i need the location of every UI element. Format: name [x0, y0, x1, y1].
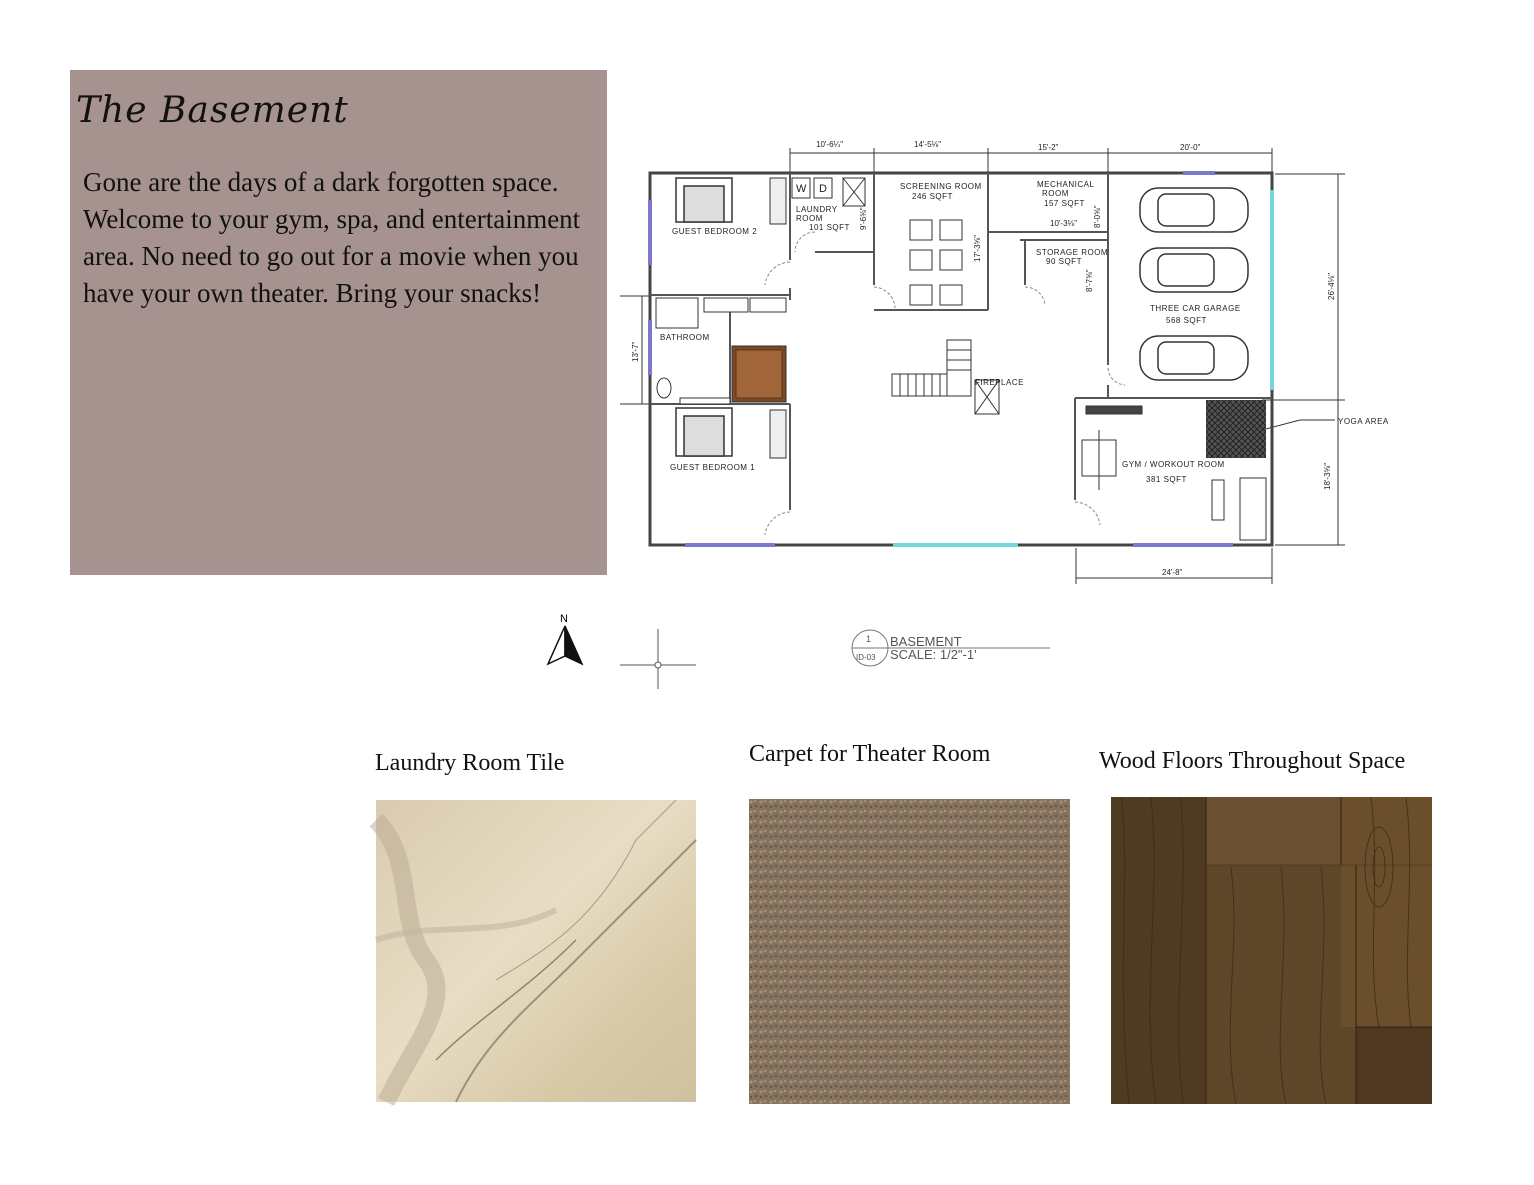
- swatch-label-carpet: Carpet for Theater Room: [749, 741, 991, 767]
- room-gym-area: 381 SQFT: [1146, 475, 1187, 484]
- intro-text: Gone are the days of a dark forgotten space. Welcome to your gym, spa, and entertainment area. No need to go out for a movie when you have your own theater. Bring your snacks!: [83, 167, 581, 308]
- room-laundry: LAUNDRY: [796, 205, 838, 214]
- swatch-label-wood: Wood Floors Throughout Space: [1099, 748, 1406, 774]
- room-laundry-2: ROOM: [796, 214, 823, 223]
- dim-top-1: 10'-6¼": [816, 140, 844, 149]
- room-mechanical: MECHANICAL: [1037, 180, 1095, 189]
- dim-top-4: 20'-0": [1180, 143, 1201, 152]
- floor-plan: [615, 135, 1389, 590]
- north-arrow: [540, 610, 590, 675]
- room-storage-area: 90 SQFT: [1046, 257, 1082, 266]
- page-title: The Basement: [76, 90, 349, 131]
- dim-laundry: 9'-6⅝": [859, 207, 868, 230]
- room-screening-area: 246 SQFT: [912, 192, 953, 201]
- swatch-theater-carpet: [749, 799, 1070, 1104]
- room-mechanical-area: 157 SQFT: [1044, 199, 1085, 208]
- dim-screening: 17'-3⅝": [973, 234, 982, 262]
- room-garage-area: 568 SQFT: [1166, 316, 1207, 325]
- scale-title: BASEMENT: [890, 634, 962, 649]
- dim-top-2: 14'-5⅛": [914, 140, 942, 149]
- dim-mechanical: 8'-0⅝": [1093, 205, 1102, 228]
- room-fireplace: FIREPLACE: [975, 378, 1024, 387]
- room-guest-bedroom-2: GUEST BEDROOM 2: [672, 227, 758, 236]
- dim-bottom: 24'-8": [1162, 568, 1183, 577]
- dim-right-lower: 18'-3⅝": [1323, 462, 1332, 490]
- room-laundry-area: 101 SQFT: [809, 223, 850, 232]
- north-label: N: [560, 613, 568, 625]
- room-yoga: YOGA AREA: [1338, 417, 1389, 426]
- washer-label: W: [796, 183, 807, 195]
- intro-panel: [70, 70, 607, 575]
- room-storage: STORAGE ROOM: [1036, 248, 1109, 257]
- dim-storage: 8'-7⅝": [1085, 269, 1094, 292]
- room-screening: SCREENING ROOM: [900, 182, 982, 191]
- scale-circle-top: 1: [866, 634, 872, 644]
- dim-top-3: 15'-2": [1038, 143, 1059, 152]
- room-bathroom: BATHROOM: [660, 333, 710, 342]
- swatch-label-tile: Laundry Room Tile: [375, 750, 565, 776]
- drawing-scale-tag: [848, 628, 1058, 677]
- swatch-laundry-tile: [376, 800, 696, 1102]
- crosshair-icon: [618, 627, 698, 696]
- room-gym: GYM / WORKOUT ROOM: [1122, 460, 1225, 469]
- scale-value: SCALE: 1/2"-1': [890, 647, 977, 662]
- dryer-label: D: [819, 183, 828, 195]
- room-guest-bedroom-1: GUEST BEDROOM 1: [670, 463, 756, 472]
- room-mechanical-2: ROOM: [1042, 189, 1069, 198]
- dim-left: 13'-7": [631, 341, 640, 362]
- dim-right-upper: 26'-4⅛": [1327, 272, 1336, 300]
- swatch-wood-floor: [1111, 797, 1432, 1104]
- scale-circle-bottom: ID-03: [856, 653, 876, 662]
- room-garage: THREE CAR GARAGE: [1150, 304, 1241, 313]
- dim-mechanical-h: 10'-3⅛": [1050, 219, 1078, 228]
